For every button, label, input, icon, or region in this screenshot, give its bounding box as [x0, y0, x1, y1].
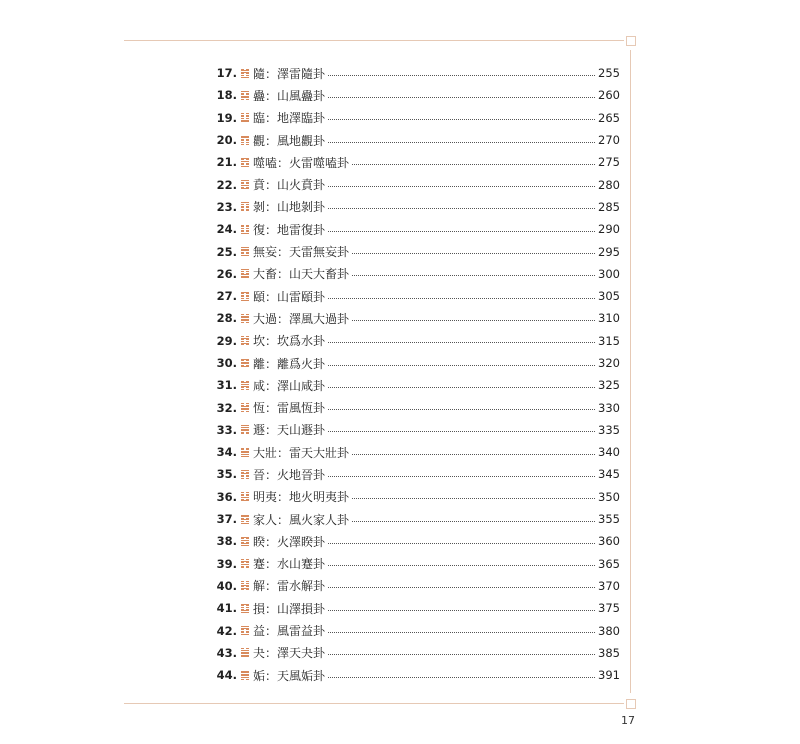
entry-number: 23. [216, 199, 237, 214]
toc-entry[interactable] [214, 151, 620, 173]
entry-title: 大畜：山天大畜卦 [253, 267, 350, 282]
toc-entry[interactable] [214, 84, 620, 106]
hexagram-icon [241, 225, 249, 234]
hexagram-icon [241, 69, 249, 78]
entry-title: 離：離爲火卦 [253, 356, 326, 371]
entry-page-number: 340 [598, 445, 620, 460]
hexagram-icon [241, 180, 249, 189]
dot-leader [328, 342, 595, 343]
entry-page-number: 260 [598, 88, 620, 103]
entry-title: 蹇：水山蹇卦 [253, 557, 326, 572]
frame-right-rule [630, 50, 631, 693]
entry-page-number: 285 [598, 199, 620, 214]
hexagram-icon [241, 470, 249, 479]
entry-number: 29. [216, 333, 237, 348]
entry-number: 40. [216, 578, 237, 593]
entry-page-number: 355 [598, 512, 620, 527]
toc-entry[interactable] [214, 218, 620, 240]
entry-title: 蠱：山風蠱卦 [253, 88, 326, 103]
dot-leader [328, 387, 595, 388]
dot-leader [328, 431, 595, 432]
entry-page-number: 300 [598, 266, 620, 281]
entry-page-number: 350 [598, 489, 620, 504]
dot-leader [328, 654, 595, 655]
entry-title: 姤：天風姤卦 [253, 668, 326, 683]
toc-entry[interactable] [214, 508, 620, 530]
entry-title: 頤：山雷頤卦 [253, 289, 326, 304]
hexagram-icon [241, 425, 249, 434]
toc-entry[interactable] [214, 263, 620, 285]
entry-title: 復：地雷復卦 [253, 222, 326, 237]
entry-page-number: 255 [598, 66, 620, 81]
hexagram-icon [241, 269, 249, 278]
hexagram-icon [241, 448, 249, 457]
toc-entry[interactable] [214, 553, 620, 575]
hexagram-icon [241, 158, 249, 167]
entry-title: 剝：山地剝卦 [253, 200, 326, 215]
dot-leader [352, 164, 595, 165]
entry-page-number: 290 [598, 222, 620, 237]
dot-leader [328, 97, 595, 98]
entry-title: 隨：澤雷隨卦 [253, 66, 326, 81]
dot-leader [328, 186, 595, 187]
table-of-contents [214, 62, 620, 686]
entry-number: 22. [216, 177, 237, 192]
dot-leader [328, 75, 595, 76]
entry-number: 19. [216, 110, 237, 125]
entry-number: 34. [216, 445, 237, 460]
frame-top-rule [124, 40, 624, 41]
entry-title: 睽：火澤睽卦 [253, 534, 326, 549]
entry-page-number: 275 [598, 155, 620, 170]
entry-page-number: 385 [598, 645, 620, 660]
entry-page-number: 380 [598, 623, 620, 638]
corner-square-bottom [626, 699, 636, 709]
dot-leader [328, 587, 595, 588]
entry-page-number: 360 [598, 534, 620, 549]
toc-entry[interactable] [214, 129, 620, 151]
hexagram-icon [241, 202, 249, 211]
entry-number: 28. [216, 311, 237, 326]
toc-entry[interactable] [214, 307, 620, 329]
entry-title: 晉：火地晉卦 [253, 467, 326, 482]
entry-number: 26. [216, 266, 237, 281]
dot-leader [352, 253, 595, 254]
entry-page-number: 391 [598, 668, 620, 683]
toc-entry[interactable] [214, 330, 620, 352]
toc-entry[interactable] [214, 107, 620, 129]
entry-title: 大壯：雷天大壯卦 [253, 445, 350, 460]
entry-page-number: 335 [598, 422, 620, 437]
toc-entry[interactable] [214, 597, 620, 619]
hexagram-icon [241, 336, 249, 345]
dot-leader [328, 543, 595, 544]
hexagram-icon [241, 113, 249, 122]
toc-entry[interactable] [214, 352, 620, 374]
entry-page-number: 365 [598, 556, 620, 571]
entry-number: 35. [216, 467, 237, 482]
dot-leader [328, 119, 595, 120]
hexagram-icon [241, 403, 249, 412]
frame-bottom-rule [124, 703, 624, 704]
dot-leader [328, 565, 595, 566]
dot-leader [328, 365, 595, 366]
entry-title: 無妄：天雷無妄卦 [253, 245, 350, 260]
entry-title: 夬：澤天夬卦 [253, 646, 326, 661]
entry-title: 損：山澤損卦 [253, 601, 326, 616]
hexagram-icon [241, 626, 249, 635]
entry-page-number: 305 [598, 289, 620, 304]
toc-entry[interactable] [214, 530, 620, 552]
dot-leader [328, 632, 595, 633]
entry-page-number: 320 [598, 356, 620, 370]
hexagram-icon [241, 581, 249, 590]
toc-entry[interactable] [214, 664, 620, 686]
toc-entry[interactable] [214, 173, 620, 195]
toc-entry[interactable] [214, 196, 620, 218]
toc-entry[interactable] [214, 419, 620, 441]
entry-page-number: 280 [598, 177, 620, 192]
hexagram-icon [241, 671, 249, 680]
entry-title: 噬嗑：火雷噬嗑卦 [253, 155, 350, 170]
entry-number: 43. [216, 645, 237, 660]
entry-number: 41. [216, 601, 237, 616]
entry-number: 32. [216, 400, 237, 415]
dot-leader [328, 208, 595, 209]
entry-number: 33. [216, 422, 237, 437]
hexagram-icon [241, 91, 249, 100]
entry-page-number: 265 [598, 110, 620, 125]
entry-title: 大過：澤風大過卦 [253, 311, 350, 326]
entry-number: 44. [216, 668, 237, 683]
entry-title: 恆：雷風恆卦 [253, 401, 326, 416]
entry-number: 20. [216, 133, 237, 148]
dot-leader [328, 677, 595, 678]
dot-leader [352, 454, 595, 455]
entry-page-number: 270 [598, 133, 620, 148]
entry-title: 明夷：地火明夷卦 [253, 490, 350, 505]
toc-entry[interactable] [214, 575, 620, 597]
entry-number: 36. [216, 489, 237, 504]
entry-title: 坎：坎爲水卦 [253, 334, 326, 349]
entry-number: 18. [216, 88, 237, 103]
entry-page-number: 315 [598, 333, 620, 348]
toc-entry[interactable] [214, 396, 620, 418]
dot-leader [328, 476, 595, 477]
dot-leader [328, 610, 595, 611]
toc-entry[interactable] [214, 240, 620, 262]
hexagram-icon [241, 247, 249, 256]
dot-leader [352, 498, 595, 499]
entry-page-number: 345 [598, 467, 620, 482]
entry-page-number: 330 [598, 400, 620, 415]
entry-page-number: 370 [598, 578, 620, 593]
entry-page-number: 375 [598, 601, 620, 616]
corner-square-top [626, 36, 636, 46]
hexagram-icon [241, 136, 249, 145]
entry-number: 39. [216, 556, 237, 571]
entry-title: 臨：地澤臨卦 [253, 111, 326, 126]
hexagram-icon [241, 314, 249, 323]
dot-leader [352, 320, 595, 321]
entry-number: 17. [216, 66, 237, 81]
entry-title: 益：風雷益卦 [253, 624, 326, 639]
hexagram-icon [241, 381, 249, 390]
entry-number: 27. [216, 289, 237, 304]
toc-entry[interactable] [214, 486, 620, 508]
toc-entry[interactable] [214, 441, 620, 463]
entry-number: 37. [216, 512, 237, 527]
entry-number: 24. [216, 222, 237, 237]
entry-number: 42. [216, 623, 237, 638]
dot-leader [328, 142, 595, 143]
entry-page-number: 325 [598, 378, 620, 393]
hexagram-icon [241, 515, 249, 524]
toc-entry[interactable] [214, 463, 620, 485]
dot-leader [352, 275, 595, 276]
entry-page-number: 295 [598, 244, 620, 259]
entry-page-number: 310 [598, 311, 620, 326]
entry-title: 解：雷水解卦 [253, 579, 326, 594]
hexagram-icon [241, 648, 249, 657]
dot-leader [352, 521, 595, 522]
entry-title: 賁：山火賁卦 [253, 178, 326, 193]
hexagram-icon [241, 492, 249, 501]
toc-entry[interactable] [214, 62, 620, 84]
hexagram-icon [241, 604, 249, 613]
toc-entry[interactable] [214, 374, 620, 396]
entry-title: 觀：風地觀卦 [253, 133, 326, 148]
entry-title: 家人：風火家人卦 [253, 512, 350, 527]
toc-entry[interactable] [214, 642, 620, 664]
entry-number: 30. [216, 356, 237, 370]
entry-number: 21. [216, 155, 237, 170]
dot-leader [328, 231, 595, 232]
toc-entry[interactable] [214, 619, 620, 641]
hexagram-icon [241, 359, 249, 368]
toc-entry[interactable] [214, 285, 620, 307]
entry-title: 遯：天山遯卦 [253, 423, 326, 438]
hexagram-icon [241, 537, 249, 546]
entry-number: 31. [216, 378, 237, 393]
entry-title: 咸：澤山咸卦 [253, 378, 326, 393]
dot-leader [328, 298, 595, 299]
hexagram-icon [241, 292, 249, 301]
entry-number: 25. [216, 244, 237, 259]
hexagram-icon [241, 559, 249, 568]
entry-number: 38. [216, 534, 237, 549]
page-number: 17 [621, 714, 635, 727]
dot-leader [328, 409, 595, 410]
